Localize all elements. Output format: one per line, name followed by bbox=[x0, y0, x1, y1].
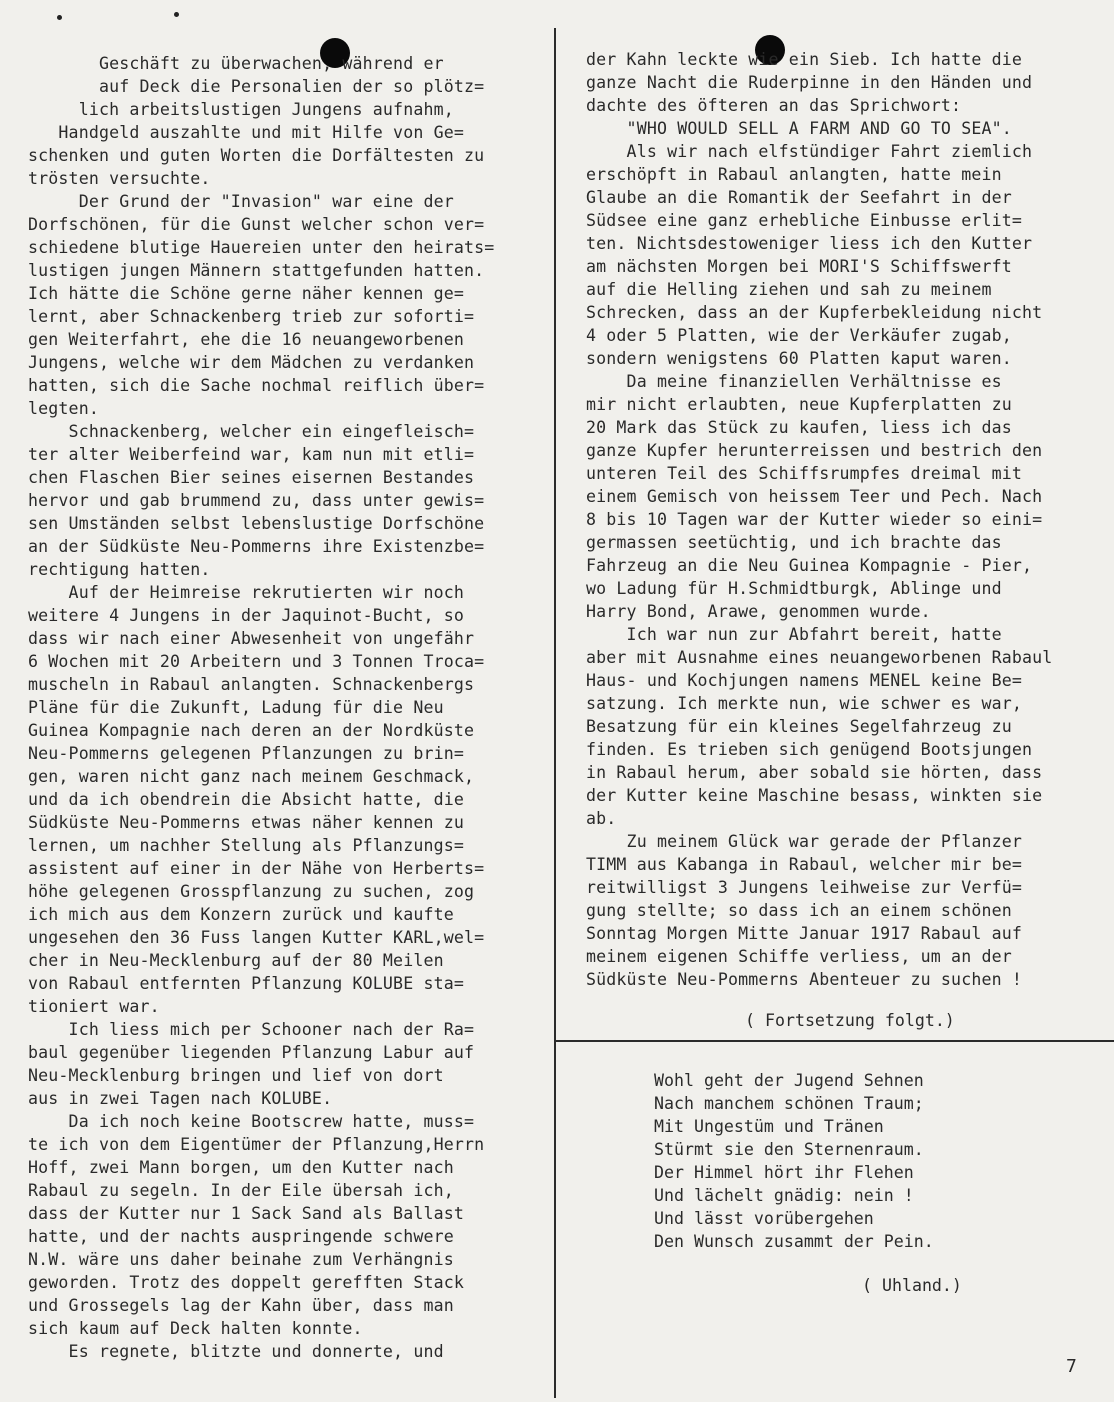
text-line: in Rabaul herum, aber sobald sie hörten, dass bbox=[586, 763, 1043, 782]
text-line: 4 oder 5 Platten, wie der Verkäufer zugab, bbox=[586, 326, 1012, 345]
text-line: Fahrzeug an die Neu Guinea Kompagnie - Pier, bbox=[586, 556, 1033, 575]
text-line: lich arbeitslustigen Jungens aufnahm, bbox=[28, 100, 454, 119]
text-line: Der Himmel hört ihr Flehen bbox=[654, 1163, 914, 1182]
text-line: trösten versuchte. bbox=[28, 169, 211, 188]
text-line: Jungens, welche wir dem Mädchen zu verdanken bbox=[28, 353, 475, 372]
text-line: meinem eigenen Schiffe verliess, um an der bbox=[586, 947, 1012, 966]
text-line: ten. Nichtsdestoweniger liess ich den Kutter bbox=[586, 234, 1033, 253]
text-line: gen Weiterfahrt, ehe die 16 neuangeworbenen bbox=[28, 330, 465, 349]
text-line: Ich war nun zur Abfahrt bereit, hatte bbox=[586, 625, 1002, 644]
text-line: und Grossegels lag der Kahn über, dass man bbox=[28, 1296, 454, 1315]
text-line: am nächsten Morgen bei MORI'S Schiffswerft bbox=[586, 257, 1012, 276]
text-line: ter alter Weiberfeind war, kam nun mit etli= bbox=[28, 445, 475, 464]
text-line: hatte, und der nachts auspringende schwere bbox=[28, 1227, 454, 1246]
text-line: Da meine finanziellen Verhältnisse es bbox=[586, 372, 1002, 391]
text-line: von Rabaul entfernten Pflanzung KOLUBE sta= bbox=[28, 974, 465, 993]
text-line: lustigen jungen Männern stattgefunden hatten. bbox=[28, 261, 485, 280]
text-line: ab. bbox=[586, 809, 617, 828]
text-line: an der Südküste Neu-Pommerns ihre Existenzbe= bbox=[28, 537, 485, 556]
text-line: schiedene blutige Hauereien unter den heirats= bbox=[28, 238, 495, 257]
text-line: schenken und guten Worten die Dorfältesten zu bbox=[28, 146, 485, 165]
text-line: der Kutter keine Maschine besass, winkten sie bbox=[586, 786, 1043, 805]
text-line: einem Gemisch von heissem Teer und Pech. Nach bbox=[586, 487, 1043, 506]
column-divider bbox=[554, 28, 556, 1398]
text-line: germassen seetüchtig, und ich brachte das bbox=[586, 533, 1002, 552]
text-line: dass wir nach einer Abwesenheit von ungefähr bbox=[28, 629, 475, 648]
text-line: dachte des öfteren an das Sprichwort: bbox=[586, 96, 962, 115]
text-line: Ich liess mich per Schooner nach der Ra= bbox=[28, 1020, 475, 1039]
text-line: N.W. wäre uns daher beinahe zum Verhängnis bbox=[28, 1250, 454, 1269]
page-number: 7 bbox=[1066, 1356, 1077, 1377]
text-line: ungesehen den 36 Fuss langen Kutter KARL,wel= bbox=[28, 928, 485, 947]
text-line: Pläne für die Zukunft, Ladung für die Neu bbox=[28, 698, 444, 717]
text-line: gen, waren nicht ganz nach meinem Geschmack, bbox=[28, 767, 475, 786]
right-column bbox=[586, 48, 1110, 991]
text-line: geworden. Trotz des doppelt gerefften Stack bbox=[28, 1273, 465, 1292]
text-line: cher in Neu-Mecklenburg auf der 80 Meilen bbox=[28, 951, 444, 970]
poem-author: ( Uhland.) bbox=[862, 1276, 962, 1295]
text-line: Geschäft zu überwachen, während er bbox=[28, 54, 444, 73]
ink-speck bbox=[174, 12, 179, 17]
text-line: Und lässt vorübergehen bbox=[654, 1209, 874, 1228]
text-line: Glaube an die Romantik der Seefahrt in der bbox=[586, 188, 1012, 207]
text-line: höhe gelegenen Grosspflanzung zu suchen, zog bbox=[28, 882, 475, 901]
text-line: satzung. Ich merkte nun, wie schwer es war, bbox=[586, 694, 1023, 713]
text-line: te ich von dem Eigentümer der Pflanzung,Herrn bbox=[28, 1135, 485, 1154]
text-line: lernt, aber Schnackenberg trieb zur soforti= bbox=[28, 307, 475, 326]
text-line: Wohl geht der Jugend Sehnen bbox=[654, 1071, 924, 1090]
text-line: Neu-Pommerns gelegenen Pflanzungen zu brin= bbox=[28, 744, 465, 763]
text-line: Stürmt sie den Sternenraum. bbox=[654, 1140, 924, 1159]
text-line: Besatzung für ein kleines Segelfahrzeug zu bbox=[586, 717, 1012, 736]
text-line: der Kahn leckte wie ein Sieb. Ich hatte die bbox=[586, 50, 1023, 69]
text-line: chen Flaschen Bier seines eisernen Bestandes bbox=[28, 468, 475, 487]
text-line: unteren Teil des Schiffsrumpfes dreimal mit bbox=[586, 464, 1023, 483]
text-line: Rabaul zu segeln. In der Eile übersah ich, bbox=[28, 1181, 454, 1200]
text-line: Und lächelt gnädig: nein ! bbox=[654, 1186, 914, 1205]
text-line: wo Ladung für H.Schmidtburgk, Ablinge und bbox=[586, 579, 1002, 598]
text-line: lernen, um nachher Stellung als Pflanzungs= bbox=[28, 836, 465, 855]
text-line: Ich hätte die Schöne gerne näher kennen ge= bbox=[28, 284, 465, 303]
text-line: aus in zwei Tagen nach KOLUBE. bbox=[28, 1089, 333, 1108]
text-line: auf Deck die Personalien der so plötz= bbox=[28, 77, 485, 96]
text-line: TIMM aus Kabanga in Rabaul, welcher mir be= bbox=[586, 855, 1023, 874]
text-line: erschöpft in Rabaul anlangten, hatte mein bbox=[586, 165, 1002, 184]
text-line: Harry Bond, Arawe, genommen wurde. bbox=[586, 602, 931, 621]
left-column bbox=[28, 52, 550, 1363]
text-line: hervor und gab brummend zu, dass unter gewis= bbox=[28, 491, 485, 510]
text-line: Handgeld auszahlte und mit Hilfe von Ge= bbox=[28, 123, 465, 142]
text-line: baul gegenüber liegenden Pflanzung Labur auf bbox=[28, 1043, 475, 1062]
text-line: Als wir nach elfstündiger Fahrt ziemlich bbox=[586, 142, 1033, 161]
text-line: Schrecken, dass an der Kupferbekleidung nicht bbox=[586, 303, 1043, 322]
text-line: sondern wenigstens 60 Platten kaput waren. bbox=[586, 349, 1012, 368]
text-line: weitere 4 Jungens in der Jaquinot-Bucht, so bbox=[28, 606, 465, 625]
text-line: 8 bis 10 Tagen war der Kutter wieder so eini= bbox=[586, 510, 1043, 529]
text-line: finden. Es trieben sich genügend Bootsjungen bbox=[586, 740, 1033, 759]
text-line: Haus- und Kochjungen namens MENEL keine Be= bbox=[586, 671, 1023, 690]
text-line: Südküste Neu-Pommerns etwas näher kennen zu bbox=[28, 813, 465, 832]
text-line: Schnackenberg, welcher ein eingefleisch= bbox=[28, 422, 475, 441]
text-line: 20 Mark das Stück zu kaufen, liess ich das bbox=[586, 418, 1012, 437]
text-line: Zu meinem Glück war gerade der Pflanzer bbox=[586, 832, 1023, 851]
text-line: Hoff, zwei Mann borgen, um den Kutter nach bbox=[28, 1158, 454, 1177]
section-divider bbox=[555, 1040, 1114, 1042]
text-line: Auf der Heimreise rekrutierten wir noch bbox=[28, 583, 465, 602]
text-line: Es regnete, blitzte und donnerte, und bbox=[28, 1342, 444, 1361]
text-line: Guinea Kompagnie nach deren an der Nordküste bbox=[28, 721, 475, 740]
text-line: Südsee eine ganz erhebliche Einbusse erlit= bbox=[586, 211, 1023, 230]
text-line: ganze Kupfer herunterreissen und bestrich den bbox=[586, 441, 1043, 460]
text-line: sen Umständen selbst lebenslustige Dorfschöne bbox=[28, 514, 485, 533]
text-line: sich kaum auf Deck halten konnte. bbox=[28, 1319, 363, 1338]
text-line: tioniert war. bbox=[28, 997, 160, 1016]
text-line: Neu-Mecklenburg bringen und lief von dort bbox=[28, 1066, 444, 1085]
text-line: Da ich noch keine Bootscrew hatte, muss= bbox=[28, 1112, 475, 1131]
text-line: Nach manchem schönen Traum; bbox=[654, 1094, 924, 1113]
text-line: Der Grund der "Invasion" war eine der bbox=[28, 192, 454, 211]
text-line: Sonntag Morgen Mitte Januar 1917 Rabaul auf bbox=[586, 924, 1023, 943]
text-line: reitwilligst 3 Jungens leihweise zur Verfü= bbox=[586, 878, 1023, 897]
text-line: ich mich aus dem Konzern zurück und kaufte bbox=[28, 905, 454, 924]
text-line: Mit Ungestüm und Tränen bbox=[654, 1117, 884, 1136]
text-line: 6 Wochen mit 20 Arbeitern und 3 Tonnen Troca= bbox=[28, 652, 485, 671]
text-line: assistent auf einer in der Nähe von Herberts= bbox=[28, 859, 485, 878]
text-line: gung stellte; so dass ich an einem schönen bbox=[586, 901, 1012, 920]
continued-note: ( Fortsetzung folgt.) bbox=[745, 1011, 955, 1030]
text-line: hatten, sich die Sache nochmal reiflich über= bbox=[28, 376, 485, 395]
text-line: Südküste Neu-Pommerns Abenteuer zu suchen ! bbox=[586, 970, 1023, 989]
text-line: und da ich obendrein die Absicht hatte, die bbox=[28, 790, 465, 809]
text-line: muscheln in Rabaul anlangten. Schnackenbergs bbox=[28, 675, 475, 694]
text-line: dass der Kutter nur 1 Sack Sand als Ballast bbox=[28, 1204, 465, 1223]
text-line: rechtigung hatten. bbox=[28, 560, 211, 579]
ink-speck bbox=[57, 15, 62, 20]
poem bbox=[654, 1069, 934, 1253]
text-line: auf die Helling ziehen und sah zu meinem bbox=[586, 280, 992, 299]
text-line: aber mit Ausnahme eines neuangeworbenen Rabaul bbox=[586, 648, 1053, 667]
text-line: mir nicht erlaubten, neue Kupferplatten zu bbox=[586, 395, 1012, 414]
text-line: ganze Nacht die Ruderpinne in den Händen und bbox=[586, 73, 1033, 92]
text-line: legten. bbox=[28, 399, 99, 418]
text-line: Den Wunsch zusammt der Pein. bbox=[654, 1232, 934, 1251]
text-line: "WHO WOULD SELL A FARM AND GO TO SEA". bbox=[586, 119, 1012, 138]
text-line: Dorfschönen, für die Gunst welcher schon ver= bbox=[28, 215, 485, 234]
